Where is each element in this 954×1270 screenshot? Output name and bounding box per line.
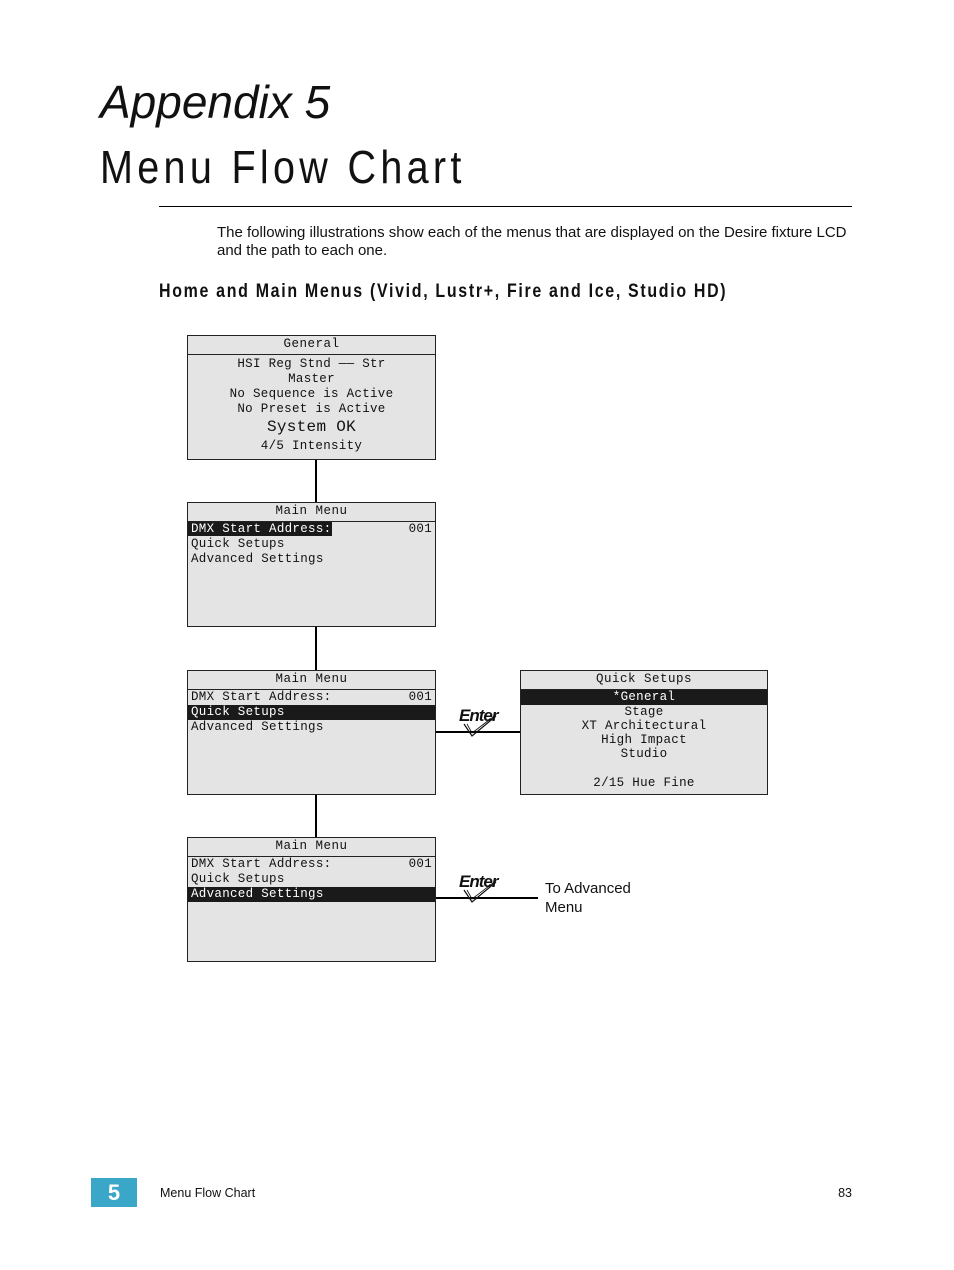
enter-key-label: Enter bbox=[459, 706, 498, 725]
menu-item-dmx-start-address[interactable]: DMX Start Address: 001 bbox=[188, 522, 435, 537]
menu-item-quick-setups[interactable]: Quick Setups bbox=[188, 705, 435, 720]
lcd-line: 2/15 Hue Fine bbox=[593, 776, 695, 790]
menu-item-advanced-settings[interactable]: Advanced Settings bbox=[188, 887, 435, 902]
appendix-heading: Appendix 5 bbox=[100, 76, 331, 128]
main-menu-lcd-advanced bbox=[187, 837, 436, 962]
menu-item-quick-setups[interactable]: Quick Setups bbox=[191, 537, 285, 551]
lcd-line: 4/5 Intensity bbox=[260, 439, 363, 453]
lcd-line: HSI Reg Stnd —— Str bbox=[237, 357, 386, 371]
lcd-header: Main Menu bbox=[188, 671, 435, 690]
quick-setup-item[interactable]: Studio bbox=[620, 747, 668, 761]
flow-connector bbox=[315, 460, 317, 502]
flow-connector bbox=[315, 627, 317, 670]
lcd-line: No Sequence is Active bbox=[229, 387, 394, 401]
home-screen-lcd bbox=[187, 335, 436, 460]
main-menu-lcd-quick-setups bbox=[187, 670, 436, 795]
lcd-line: Master bbox=[288, 372, 335, 386]
quick-setups-lcd bbox=[520, 670, 768, 795]
chapter-tab: 5 bbox=[91, 1178, 137, 1207]
menu-item-dmx-start-address[interactable]: DMX Start Address: 001 bbox=[191, 857, 432, 871]
quick-setup-item[interactable]: High Impact bbox=[601, 733, 687, 747]
lcd-header: Main Menu bbox=[188, 838, 435, 857]
menu-item-advanced-settings[interactable]: Advanced Settings bbox=[191, 720, 324, 734]
menu-item-dmx-start-address[interactable]: DMX Start Address: 001 bbox=[191, 690, 432, 704]
lcd-header: Main Menu bbox=[188, 503, 435, 522]
quick-setup-item[interactable]: *General bbox=[521, 690, 767, 705]
check-icon bbox=[462, 714, 498, 738]
system-status: System OK bbox=[266, 418, 357, 436]
quick-setup-item[interactable]: XT Architectural bbox=[581, 719, 707, 733]
page-number: 83 bbox=[838, 1186, 852, 1200]
page-title: Menu Flow Chart bbox=[100, 141, 466, 193]
lcd-header: General bbox=[188, 336, 435, 355]
footer-title: Menu Flow Chart bbox=[160, 1186, 256, 1200]
quick-setup-item[interactable]: Stage bbox=[624, 705, 664, 719]
main-menu-lcd-dmx bbox=[187, 502, 436, 627]
section-heading: Home and Main Menus (Vivid, Lustr+, Fire and Ice, Studio HD) bbox=[159, 281, 728, 302]
advanced-menu-note: To Advanced Menu bbox=[545, 880, 631, 916]
check-icon bbox=[462, 880, 498, 904]
lcd-line: No Preset is Active bbox=[237, 402, 386, 416]
menu-item-advanced-settings[interactable]: Advanced Settings bbox=[191, 552, 324, 566]
flow-connector bbox=[315, 795, 317, 837]
title-rule bbox=[159, 206, 852, 207]
enter-key-label: Enter bbox=[459, 872, 498, 891]
lcd-header: Quick Setups bbox=[521, 671, 767, 690]
intro-paragraph: The following illustrations show each of the menus that are displayed on the Desire fixture LCD and the path to each one. bbox=[217, 224, 847, 259]
menu-item-quick-setups[interactable]: Quick Setups bbox=[191, 872, 285, 886]
